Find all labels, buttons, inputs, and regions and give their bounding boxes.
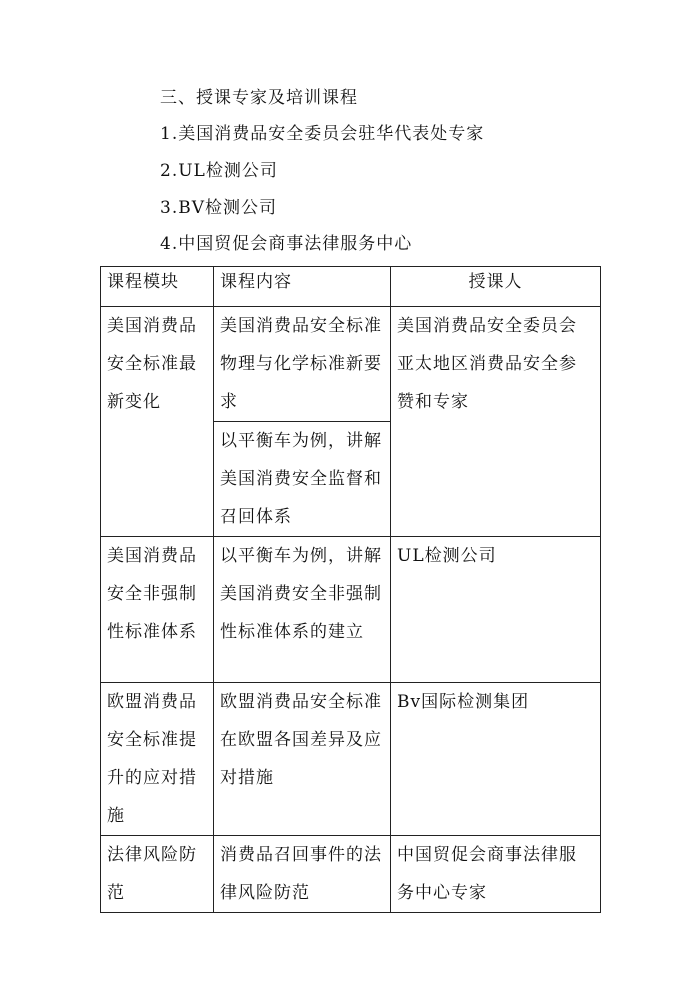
content-cell: 以平衡车为例，讲解美国消费安全非强制性标准体系的建立 — [214, 537, 391, 683]
table-row — [101, 836, 601, 913]
module-cell: 美国消费品安全非强制性标准体系 — [101, 537, 214, 683]
content-cell: 美国消费品安全标准物理与化学标准新要求 — [214, 307, 391, 422]
table-header-row — [101, 267, 601, 307]
expert-item-3: 3.BV检测公司 — [160, 198, 277, 218]
teacher-cell: 中国贸促会商事法律服务中心专家 — [391, 836, 601, 913]
content-cell: 消费品召回事件的法律风险防范 — [214, 836, 391, 913]
table-row — [101, 537, 601, 683]
module-cell: 美国消费品安全标准最新变化 — [101, 307, 214, 537]
section-heading: 三、授课专家及培训课程 — [160, 88, 358, 108]
content-cell: 以平衡车为例，讲解美国消费安全监督和召回体系 — [214, 422, 391, 537]
expert-item-2: 2.UL检测公司 — [160, 161, 278, 181]
header-content: 课程内容 — [214, 267, 391, 307]
content-cell: 欧盟消费品安全标准在欧盟各国差异及应对措施 — [214, 683, 391, 836]
teacher-cell: 美国消费品安全委员会亚太地区消费品安全参赞和专家 — [391, 307, 601, 537]
table-row — [101, 307, 601, 422]
table-row — [101, 683, 601, 836]
teacher-cell: UL检测公司 — [391, 537, 601, 683]
course-table — [100, 266, 601, 913]
header-module: 课程模块 — [101, 267, 214, 307]
teacher-cell: Bv国际检测集团 — [391, 683, 601, 836]
module-cell: 欧盟消费品安全标准提升的应对措施 — [101, 683, 214, 836]
header-teacher: 授课人 — [391, 267, 601, 307]
module-cell: 法律风险防范 — [101, 836, 214, 913]
expert-item-4: 4.中国贸促会商事法律服务中心 — [160, 234, 413, 254]
expert-item-1: 1.美国消费品安全委员会驻华代表处专家 — [160, 124, 485, 144]
